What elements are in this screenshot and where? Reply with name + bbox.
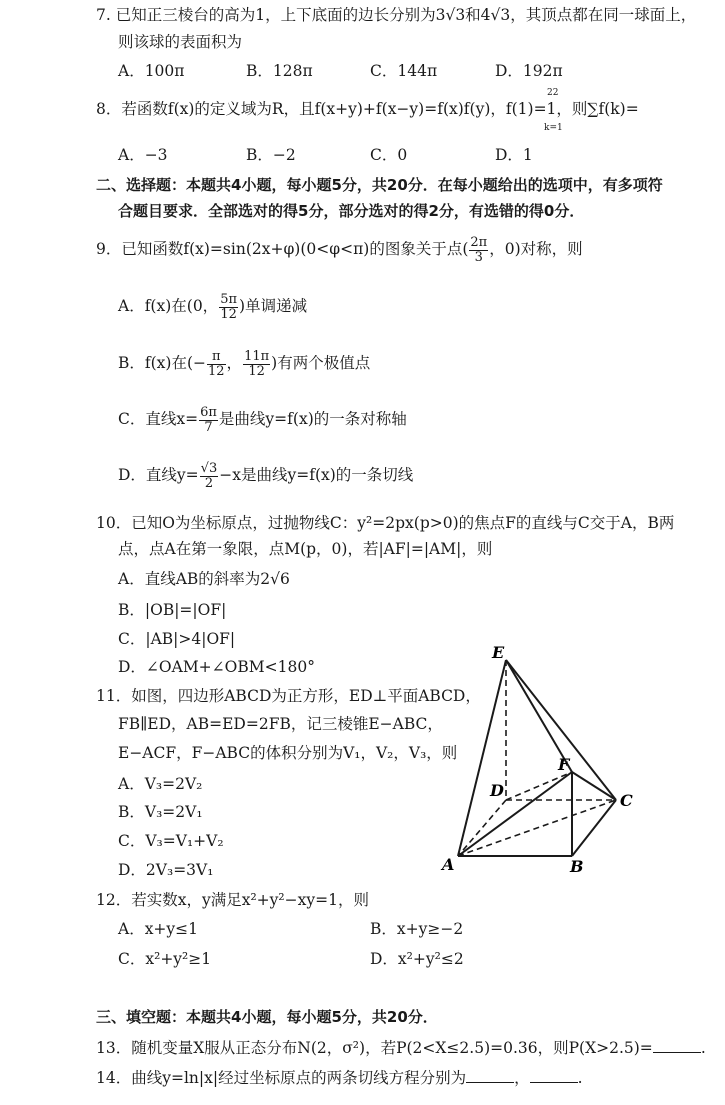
q14-stem: 14．曲线y=ln|x|经过坐标原点的两条切线方程分别为 ， . — [96, 1069, 583, 1087]
label-e: E — [492, 643, 505, 662]
answer-blank[interactable] — [466, 1068, 514, 1083]
q9-option-c: C．直线x= $\frac{6\pi}{7}$ 是曲线y=f(x)的一条对称轴 — [118, 405, 407, 435]
fraction: $\frac{6\pi}{7}$ — [200, 405, 217, 435]
pyramid-figure — [430, 640, 650, 880]
section-2-heading: 二、选择题：本题共4小题，每小题5分，共20分．在每小题给出的选项中，有多项符 — [96, 176, 663, 194]
label-f: F — [558, 755, 570, 774]
q10-option-b: B．|OB|=|OF| — [118, 601, 227, 619]
q12-option-b: B．x+y≥−2 — [370, 920, 464, 938]
q12-option-a: A．x+y≤1 — [118, 920, 199, 938]
q10-option-c: C．|AB|>4|OF| — [118, 630, 236, 648]
q11-line2: FB∥ED，AB=ED=2FB，记三棱锥E−ABC， — [118, 715, 443, 733]
q10-line1: 10．已知O为坐标原点，过抛物线C：y²=2px(p>0)的焦点F的直线与C交于A，B两 — [96, 514, 675, 532]
fraction: $\frac{\pi}{12}$ — [208, 349, 225, 379]
q8-stem: 8．若函数f(x)的定义域为R，且f(x+y)+f(x−y)=f(x)f(y)，f(1)=1，则∑f(k)= — [96, 100, 639, 118]
q7-line1: 7. 已知正三棱台的高为1，上下底面的边长分别为3√3和4√3，其顶点都在同一球面上， — [96, 6, 697, 24]
q10-option-a: A．直线AB的斜率为2√6 — [118, 570, 290, 588]
q12-option-d: D．x²+y²≤2 — [370, 950, 464, 968]
q7-option-b: B．128π — [246, 62, 313, 80]
q8-option-c: C．0 — [370, 146, 408, 164]
section-2-heading-cont: 合题目要求．全部选对的得5分，部分选对的得2分，有选错的得0分． — [118, 202, 585, 220]
q7-option-d: D．192π — [495, 62, 563, 80]
q12-option-c: C．x²+y²≥1 — [118, 950, 212, 968]
fraction: $\frac{2\pi}{3}$ — [470, 235, 488, 265]
q13-stem: 13．随机变量X服从正态分布N(2，σ²)，若P(2<X≤2.5)=0.36，则P(X>2.5)= . — [96, 1039, 706, 1057]
section-3-heading: 三、填空题：本题共4小题，每小题5分，共20分． — [96, 1008, 438, 1026]
q11-option-b: B．V₃=2V₁ — [118, 803, 203, 821]
q8-option-a: A．−3 — [118, 146, 168, 164]
q11-line1: 11．如图，四边形ABCD为正方形，ED⊥平面ABCD， — [96, 687, 481, 705]
q11-option-c: C．V₃=V₁+V₂ — [118, 832, 224, 850]
q7-line2: 则该球的表面积为 — [118, 33, 243, 51]
q9-option-d: D．直线y= $\frac{√3}{2}$ −x是曲线y=f(x)的一条切线 — [118, 461, 414, 491]
fraction: $\frac{11\pi}{12}$ — [244, 349, 270, 379]
q9-stem: 9．已知函数f(x)=sin(2x+φ)(0<φ<π)的图象关于点( $\frac{2\pi}{3}$ ，0)对称，则 — [96, 235, 583, 265]
q11-option-d: D．2V₃=3V₁ — [118, 861, 214, 879]
q12-stem: 12．若实数x，y满足x²+y²−xy=1，则 — [96, 891, 369, 909]
q9-option-b: B．f(x)在(− $\frac{\pi}{12}$ ， $\frac{11\pi}{12}$ )有两个极值点 — [118, 349, 371, 379]
answer-blank[interactable] — [530, 1068, 578, 1083]
q11-option-a: A．V₃=2V₂ — [118, 775, 203, 793]
edge-ac — [458, 800, 616, 856]
label-c: C — [620, 791, 633, 810]
fraction: $\frac{5\pi}{12}$ — [220, 292, 238, 322]
q11-line3: E−ACF，F−ABC的体积分别为V₁，V₂，V₃，则 — [118, 744, 458, 762]
q10-line2: 点，点A在第一象限，点M(p，0)，若|AF|=|AM|，则 — [118, 540, 493, 558]
q8-sum-upper: 22 — [547, 88, 559, 98]
q8-option-b: B．−2 — [246, 146, 296, 164]
fraction: $\frac{√3}{2}$ — [200, 461, 218, 491]
answer-blank[interactable] — [653, 1038, 701, 1053]
q7-option-c: C．144π — [370, 62, 438, 80]
q8-option-d: D．1 — [495, 146, 533, 164]
q10-option-d: D．∠OAM+∠OBM<180° — [118, 658, 315, 676]
q7-option-a: A．100π — [118, 62, 185, 80]
q8-sum-lower: k=1 — [544, 123, 563, 133]
label-a: A — [442, 855, 455, 874]
label-b: B — [570, 857, 584, 876]
q9-option-a: A．f(x)在(0， $\frac{5\pi}{12}$ )单调递减 — [118, 292, 308, 322]
label-d: D — [490, 781, 504, 800]
edge-fc — [572, 772, 616, 800]
